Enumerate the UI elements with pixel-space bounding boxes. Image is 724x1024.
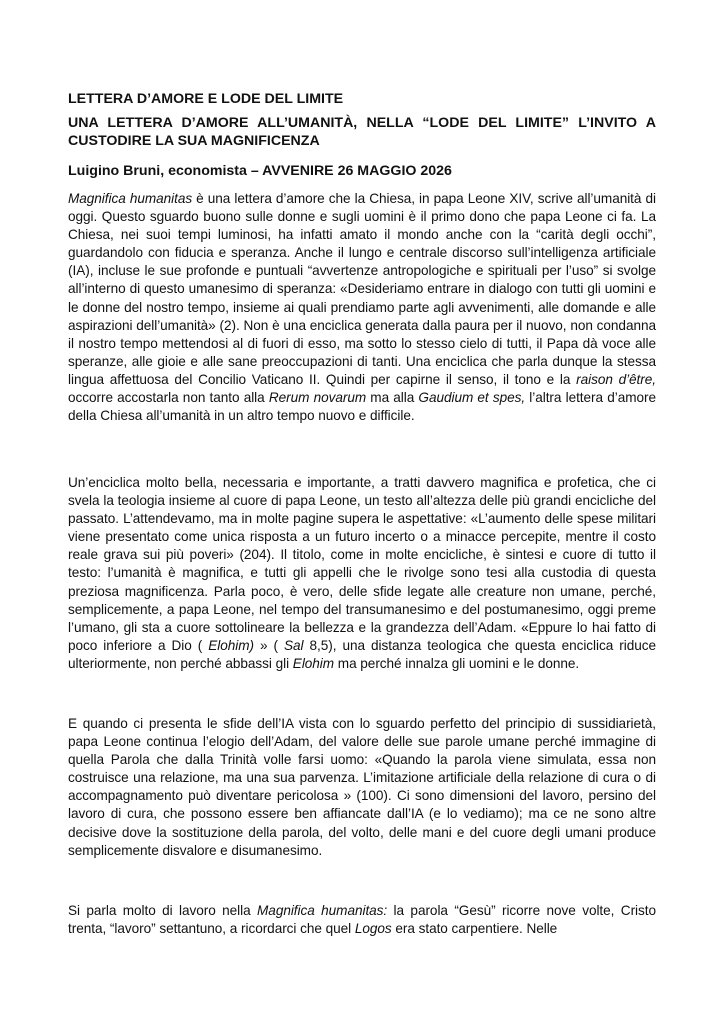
text-run: Un’enciclica molto bella, necessaria e importante, a tratti davvero magnifica e profetica, che ci svela la teologia insieme al cuore di papa Leone, un testo all’altezza delle più grandi encicliche del passato. L’attendevamo, ma in molte pagine supera le aspettative: «L’aumento delle spese militari viene presentato come unica risposta a un futuro incerto o a minacce percepite, mentre il costo reale grava sui più poveri» (204). Il titolo, come in molte encicliche, è sintesi e cuore di tutto il testo: l’umanità è magnifica, e tutti gli appelli che le rivolge sono tesi alla custodia di questa preziosa magnificenza. Parla poco, è vero, delle sfide legate alle creature non umane, perché, semplicemente, a papa Leone, nel tempo del transumanesimo e del postumanesimo, oggi preme l’umano, gli sta a cuore sottolineare la bellezza e la grandezza dell’Adam. «Eppure lo hai fatto di poco inferiore a Dio ( bbox=[68, 475, 656, 653]
paragraph-3 bbox=[68, 715, 656, 860]
italic-text-run: Logos bbox=[354, 921, 392, 937]
text-run: » ( bbox=[253, 637, 285, 653]
text-run: la parola “Gesù” ricorre nove volte, Cristo trenta, “lavoro” settantuno, a ricordarci che quel bbox=[68, 903, 656, 937]
italic-text-run: Gaudium et spes, bbox=[418, 390, 526, 406]
text-run: era stato carpentiere. Nelle bbox=[391, 921, 558, 937]
text-run: ma alla bbox=[366, 390, 419, 406]
document-title: LETTERA D’AMORE E LODE DEL LIMITE bbox=[68, 91, 344, 107]
text-run: l’altra lettera d’amore della Chiesa all’umanità in un altro tempo nuovo e difficile. bbox=[68, 390, 656, 424]
text-run: Si parla molto di lavoro nella bbox=[68, 903, 258, 918]
document-subtitle: UNA LETTERA D’AMORE ALL’UMANITÀ, NELLA “LODE DEL LIMITE” L’INVITO A CUSTODIRE LA SUA MAGNIFICENZA bbox=[68, 115, 656, 149]
paragraph-2 bbox=[68, 474, 656, 673]
text-run: 8,5), una distanza teologica che questa enciclica riduce ulteriormente, non perché abbassi gli bbox=[68, 637, 656, 671]
paragraph-1 bbox=[68, 190, 656, 425]
italic-text-run: Rerum novarum bbox=[268, 390, 367, 406]
text-run: ma perché innalza gli uomini e le donne. bbox=[334, 655, 580, 671]
text-run: occorre accostarla non tanto alla bbox=[68, 390, 269, 406]
text-run: è una lettera d’amore che la Chiesa, in papa Leone XIV, scrive all’umanità di oggi. Questo sguardo buono sulle donne e sugli uomini è il primo dono che papa Leone ci fa. La Chiesa, nei suoi tempi luminosi, ha infatti amato il mondo anche con la “carità degli occhi”, guardandolo con fiducia e speranza. Anche il lungo e centrale discorso sull’intelligenza artificiale (IA), incluse le sue profonde e puntuali “avvertenze antropologiche e spirituali per l’uso” si svolge all’interno di questo umanesimo di speranza: «Desideriamo entrare in dialogo con tutti gli uomini e le donne del nostro tempo, insieme ai quali prendiamo parte agli avvenimenti, alle domande e alle aspirazioni dell’umanità» (2). Non è una enciclica generata dalla paura per il nuovo, non condanna il nostro tempo mettendosi al di fuori di esso, ma sotto lo stesso cielo di tutti, il Papa dà voce alle speranze, alle gioie e alle sane preoccupazioni di tanti. Una enciclica che parla dunque la stessa lingua affettuosa del Concilio Vaticano II. Quindi per capirne il senso, il tono e la bbox=[68, 191, 656, 387]
document-byline: Luigino Bruni, economista – AVVENIRE 26 MAGGIO 2026 bbox=[68, 163, 452, 179]
paragraph-4 bbox=[68, 902, 656, 938]
italic-text-run: Elohim) bbox=[208, 637, 254, 653]
text-run: E quando ci presenta le sfide dell’IA vista con lo sguardo perfetto del principio di sussidiarietà, papa Leone continua l’elogio dell’Adam, del valore delle sue parole umane perché immagine di quella Parola che dalla Trinità volle farsi uomo: «Quando la parola viene simulata, essa non costruisce una relazione, ma una sua parvenza. L’imitazione artificiale della relazione di cura o di accompagnamento può diventare pericolosa » (100). Ci sono dimensioni del lavoro, persino del lavoro di cura, che possono essere ben affiancate dall’IA (e lo vediamo); ma ce ne sono altre decisive dove la sostituzione della parola, del volto, delle mani e del cuore degli umani produce semplicemente disvalore e disumanesimo. bbox=[68, 716, 656, 858]
italic-text-run: Magnifica humanitas bbox=[68, 191, 193, 206]
italic-text-run: Sal bbox=[284, 637, 304, 653]
italic-text-run: raison d’être, bbox=[576, 371, 656, 387]
italic-text-run: Elohim bbox=[292, 655, 335, 671]
italic-text-run: Magnifica humanitas: bbox=[257, 903, 388, 918]
